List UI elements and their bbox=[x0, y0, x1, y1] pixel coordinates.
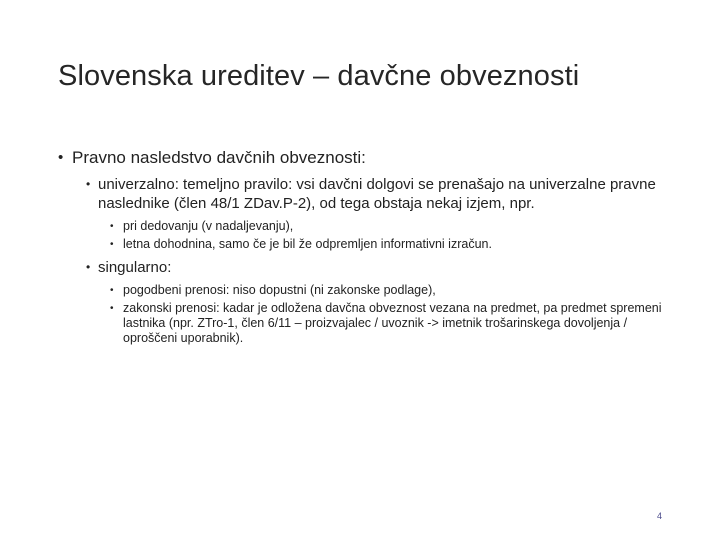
bullet-list-level-1 bbox=[58, 147, 668, 346]
bullet-item bbox=[58, 147, 668, 346]
bullet-list-level-2 bbox=[86, 175, 668, 346]
bullet-text: univerzalno: temeljno pravilo: vsi davčni dolgovi se prenašajo na univerzalne pravne naslednike (člen 48/1 ZDav.P-2), od tega obstaja nekaj izjem, npr. bbox=[98, 176, 656, 212]
bullet-item bbox=[110, 219, 668, 234]
bullet-item bbox=[110, 283, 668, 298]
bullet-item bbox=[110, 237, 668, 252]
bullet-item bbox=[110, 301, 668, 346]
bullet-text: Pravno nasledstvo davčnih obveznosti: bbox=[72, 148, 366, 167]
page-number: 4 bbox=[657, 511, 663, 521]
bullet-item bbox=[86, 258, 668, 346]
bullet-text: singularno: bbox=[98, 259, 172, 276]
bullet-text: pogodbeni prenosi: niso dopustni (ni zakonske podlage), bbox=[123, 283, 436, 297]
slide-title: Slovenska ureditev – davčne obveznosti bbox=[58, 60, 580, 92]
bullet-text: letna dohodnina, samo če je bil že odpremljen informativni izračun. bbox=[123, 237, 492, 251]
bullet-text: pri dedovanju (v nadaljevanju), bbox=[123, 219, 294, 233]
bullet-text: zakonski prenosi: kadar je odložena davčna obveznost vezana na predmet, pa predmet spremeni lastnika (npr. ZTro-1, člen 6/11 – proizvajalec / uvoznik -> imetnik trošarinskega dovoljenja / oproščeni uporabnik). bbox=[123, 301, 662, 345]
bullet-list-level-3 bbox=[110, 283, 668, 346]
slide-content bbox=[58, 147, 668, 352]
bullet-item bbox=[86, 175, 668, 252]
bullet-list-level-3 bbox=[110, 219, 668, 252]
